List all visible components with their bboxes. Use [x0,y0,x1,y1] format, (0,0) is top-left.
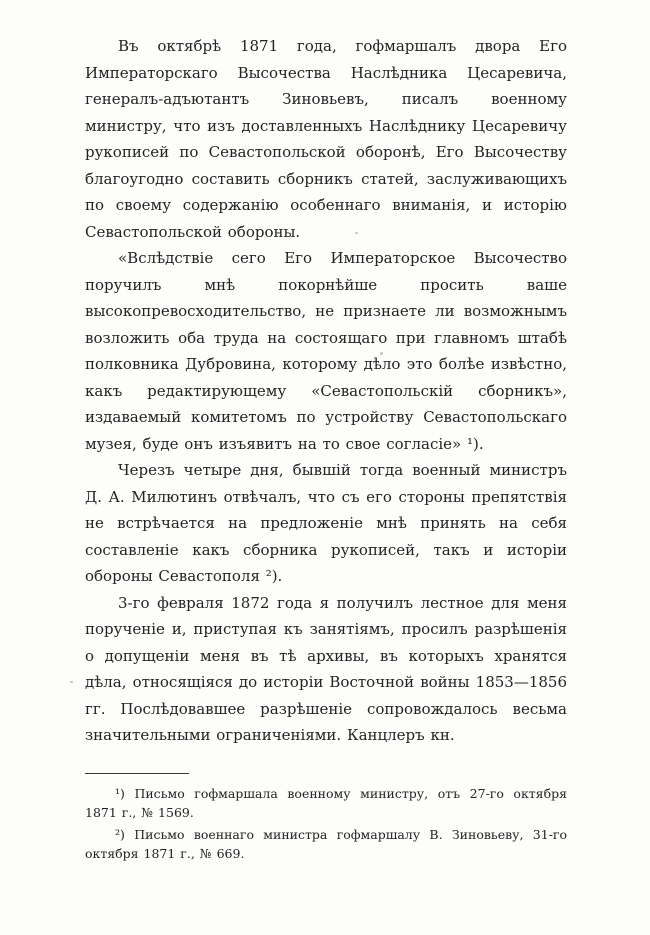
scan-speck [355,232,358,234]
scan-speck [70,681,73,683]
footnote: ¹) Письмо гофмаршала военному министру, отъ 27-го октября 1871 г., № 1569. [85,785,567,820]
footnote-separator-rule [85,773,189,774]
body-paragraph: «Вслѣдствіе сего Его Императорское Высочество поручилъ мнѣ покорнѣйше просить ваше высокопревосходительство, не признаете ли возможнымъ возложить оба труда на состоящаго при главномъ штабѣ полковника Дубровина, которому дѣло это болѣе извѣстно, какъ редактирующему «Севастопольскій сборникъ», издаваемый комитетомъ по устройству Севастопольскаго музея, буде онъ изъявитъ на то свое согласіе» ¹). [85,249,567,453]
body-paragraph: Черезъ четыре дня, бывшій тогда военный министръ Д. А. Милютинъ отвѣчалъ, что съ его стороны препятствія не встрѣчается на предложеніе мнѣ принять на себя составленіе какъ сборника рукописей, такъ и исторіи обороны Севастополя ²). [85,461,567,585]
body-text [85,33,567,749]
scan-speck [380,352,383,355]
body-paragraph: Въ октябрѣ 1871 года, гофмаршалъ двора Его Императорскаго Высочества Наслѣдника Цесаревича, генералъ-адъютантъ Зиновьевъ, писалъ военному министру, что изъ доставленныхъ Наслѣднику Цесаревичу рукописей по Севастопольской оборонѣ, Его Высочеству благоугодно составить сборникъ статей, заслуживающихъ по своему содержанію особеннаго вниманія, и исторію Севастопольской обороны. [85,37,567,241]
body-paragraph: 3-го февраля 1872 года я получилъ лестное для меня порученіе и, приступая къ занятіямъ, просилъ разрѣшенія о допущеніи меня въ тѣ архивы, въ которыхъ хранятся дѣла, относящіяся до исторіи Восточной войны 1853—1856 гг. Послѣдовавшее разрѣшеніе сопровождалось весьма значительными ограниченіями. Канцлеръ кн. [85,593,567,744]
footnote: ²) Письмо военнаго министра гофмаршалу В. Зиновьеву, 31-го октября 1871 г., № 669. [85,826,567,861]
footnotes-section [85,773,567,864]
